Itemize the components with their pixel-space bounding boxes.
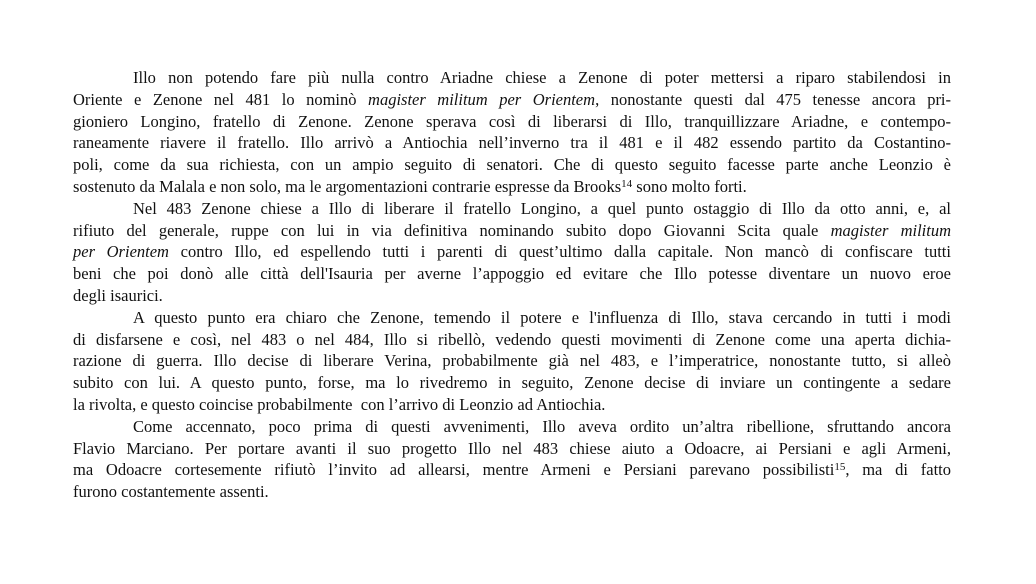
paragraph (73, 307, 951, 416)
text-line: rifiuto del generale, ruppe con lui in via definitiva nominando subito dopo Giovanni Scita quale magister militum (73, 220, 952, 240)
text-line: Nel 483 Zenone chiese a Illo di liberare il fratello Longino, a quel punto ostaggio di Illo da otto anni, e, al (133, 198, 951, 218)
footnote-ref: 15 (834, 461, 846, 474)
text-line: di disfarsene e così, nel 483 o nel 484, Illo si ribellò, vedendo questi movimenti di Zenone come una aperta dichia- (73, 329, 951, 349)
footnote-ref: 14 (621, 177, 633, 190)
text-line: per Orientem contro Illo, ed espellendo tutti i parenti di quest’ultimo dalla capitale. Non mancò di confiscare tutti (73, 242, 951, 262)
italic-term: per Orientem (73, 242, 169, 262)
text-line: furono costantemente assenti. (73, 482, 269, 502)
text-line: subito con lui. A questo punto, forse, ma lo rivedremo in seguito, Zenone decise di inviare un contingente a sedare (73, 373, 951, 393)
text-line: degli isaurici. (73, 285, 163, 305)
paragraph (73, 416, 951, 503)
text-line: sostenuto da Malala e non solo, ma le argomentazioni contrarie espresse da Brooks$^{14}$ sono molto forti. (73, 176, 747, 196)
text-line: beni che poi donò alle città dell'Isauria per averne l’appoggio ed evitare che Illo potesse diventare un nuovo eroe (73, 264, 951, 284)
text-line: poli, come da sua richiesta, con un ampio seguito di senatori. Che di questo seguito facesse parte anche Leonzio è (73, 155, 951, 175)
document-body (73, 67, 951, 503)
italic-term: magister militum (830, 220, 952, 240)
text-line: Oriente e Zenone nel 481 lo nominò magister militum per Orientem, nonostante questi dal 475 tenesse ancora pri- (73, 89, 952, 109)
text-line: la rivolta, e questo coincise probabilmente con l’arrivo di Leonzio ad Antiochia. (73, 394, 606, 414)
text-line: A questo punto era chiaro che Zenone, temendo il potere e l'influenza di Illo, stava cercando in tutti i modi (133, 307, 951, 327)
text-line: Flavio Marciano. Per portare avanti il suo progetto Illo nel 483 chiese aiuto a Odoacre, ai Persiani e agli Armeni, (73, 438, 951, 458)
text-line: Illo non potendo fare più nulla contro Ariadne chiese a Zenone di poter mettersi a riparo stabilendosi in (133, 68, 951, 87)
text-line: Come accennato, poco prima di questi avvenimenti, Illo aveva ordito un’altra ribellione, sfruttando ancora (133, 416, 951, 436)
text-line: ma Odoacre cortesemente rifiutò l’invito ad allearsi, mentre Armeni e Persiani parevano possibilisti$^{15}$, ma di fatto (73, 460, 951, 480)
paragraph (73, 67, 951, 198)
italic-term: magister militum per Orientem (368, 89, 596, 109)
paragraph (73, 198, 951, 307)
text-line: razione di guerra. Illo decise di liberare Verina, probabilmente già nel 483, e l’imperatrice, nonostante tutto, si alleò (73, 351, 951, 371)
text-line: raneamente riavere il fratello. Illo arrivò a Antiochia nell’inverno tra il 481 e il 482 essendo partito da Costantino- (73, 133, 951, 153)
text-line: gioniero Longino, fratello di Zenone. Zenone sperava così di liberarsi di Illo, tranquillizzare Ariadne, e contempo- (73, 111, 951, 131)
